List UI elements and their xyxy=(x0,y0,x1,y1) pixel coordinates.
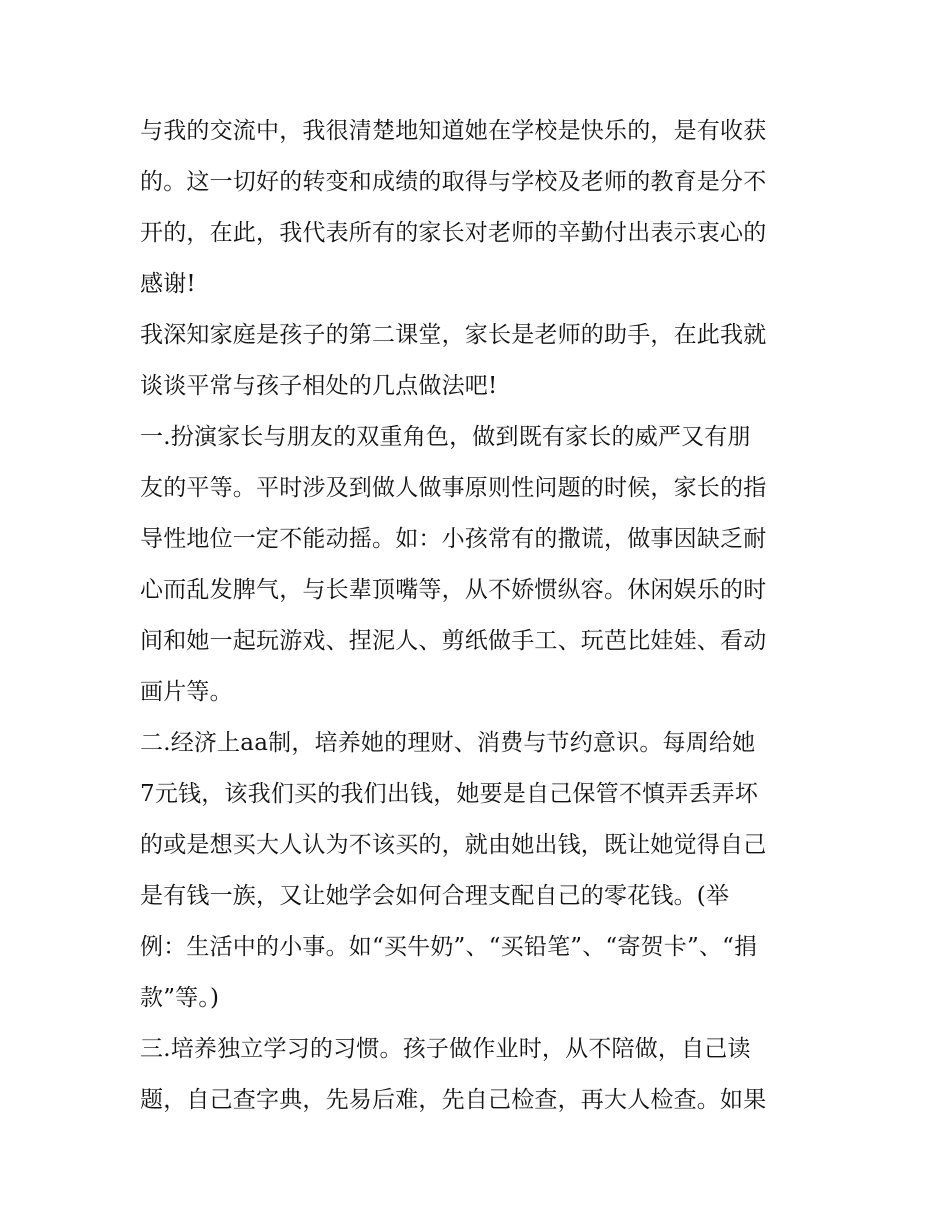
text-line: 款”等。) xyxy=(140,985,220,1011)
text-line: 一.扮演家长与朋友的双重角色，做到既有家长的威严又有朋 xyxy=(140,424,751,450)
text-line: 的或是想买大人认为不该买的，就由她出钱，既让她觉得自己 xyxy=(140,832,767,858)
text-line: 间和她一起玩游戏、捏泥人、剪纸做手工、玩芭比娃娃、看动 xyxy=(140,628,767,654)
text-line: 画片等。 xyxy=(140,679,233,705)
text-line: 友的平等。平时涉及到做人做事原则性问题的时候，家长的指 xyxy=(140,475,767,501)
text-line: 题，自己查字典，先易后难，先自己检查，再大人检查。如果 xyxy=(140,1087,767,1113)
text-line: 的。这一切好的转变和成绩的取得与学校及老师的教育是分不 xyxy=(140,169,767,195)
text-line: 二.经济上aa制，培养她的理财、消费与节约意识。每周给她 xyxy=(140,730,756,756)
text-line: 开的，在此，我代表所有的家长对老师的辛勤付出表示衷心的 xyxy=(140,220,767,246)
text-line: 7元钱，该我们买的我们出钱，她要是自己保管不慎弄丢弄坏 xyxy=(140,781,759,807)
text-line: 感谢! xyxy=(140,271,196,297)
text-line: 例：生活中的小事。如“买牛奶”、“买铅笔”、“寄贺卡”、“捐 xyxy=(140,934,758,960)
text-line: 心而乱发脾气，与长辈顶嘴等，从不娇惯纵容。休闲娱乐的时 xyxy=(140,577,767,603)
text-line: 我深知家庭是孩子的第二课堂，家长是老师的助手，在此我就 xyxy=(140,322,767,348)
text-line: 三.培养独立学习的习惯。孩子做作业时，从不陪做，自己读 xyxy=(140,1036,751,1062)
text-line: 与我的交流中，我很清楚地知道她在学校是快乐的，是有收获 xyxy=(140,118,767,144)
text-line: 导性地位一定不能动摇。如：小孩常有的撒谎，做事因缺乏耐 xyxy=(140,526,767,552)
body-text xyxy=(140,106,830,1126)
text-line: 是有钱一族，又让她学会如何合理支配自己的零花钱。(举 xyxy=(140,883,730,909)
text-line: 谈谈平常与孩子相处的几点做法吧! xyxy=(140,373,498,399)
